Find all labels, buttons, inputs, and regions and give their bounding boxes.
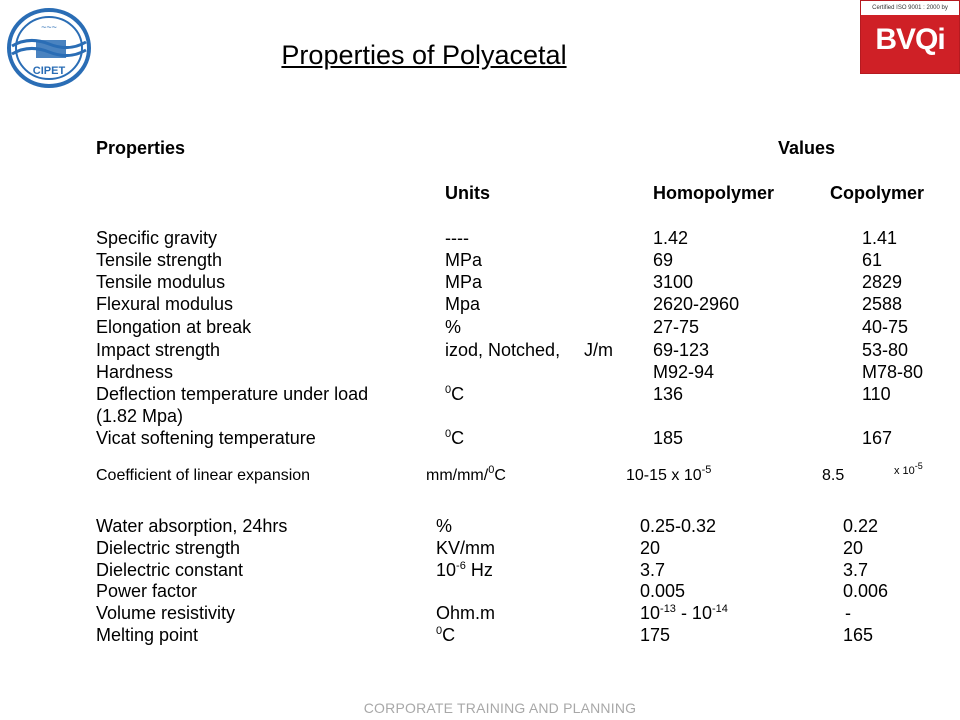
row-homo: 175 [640, 625, 671, 645]
row-label: Power factor [96, 581, 198, 601]
row-homo: 69-123 [653, 340, 710, 360]
row-homo: 185 [653, 428, 684, 448]
row-unit-2: J/m [584, 340, 613, 360]
row-homo: 3100 [653, 272, 694, 292]
row-label: Specific gravity [96, 228, 218, 248]
header-homopolymer: Homopolymer [653, 183, 775, 203]
copo-multiplier [894, 461, 923, 477]
row-label-2: (1.82 Mpa) [96, 406, 184, 426]
row-copo: 3.7 [843, 560, 869, 580]
row-homo: 20 [640, 538, 661, 558]
row-homo: 69 [653, 250, 674, 270]
row-label: Dielectric strength [96, 538, 241, 558]
row-homo: 136 [653, 384, 684, 404]
row-copo: - [845, 603, 851, 623]
row-label: Deflection temperature under load [96, 384, 369, 404]
row-label: Volume resistivity [96, 603, 236, 623]
unit-text: 10 [436, 560, 457, 580]
row-label: Impact strength [96, 340, 221, 360]
row-copo: 61 [862, 250, 883, 270]
footer-text: CORPORATE TRAINING AND PLANNING [363, 700, 637, 716]
row-label: Coefficient of linear expansion [96, 467, 311, 484]
row-unit: Mpa [445, 294, 481, 314]
header-units: Units [445, 183, 490, 203]
row-homo: 0.25-0.32 [640, 516, 717, 536]
header-copolymer: Copolymer [830, 183, 925, 203]
row-unit: MPa [445, 250, 483, 270]
unit-superscript: 0 [445, 384, 452, 396]
row-label: Water absorption, 24hrs [96, 516, 288, 536]
header-values: Values [778, 138, 836, 158]
row-unit: ---- [445, 228, 469, 248]
row-label: Vicat softening temperature [96, 428, 316, 448]
row-copo: 165 [843, 625, 874, 645]
row-copo: 167 [862, 428, 893, 448]
row-unit: KV/mm [436, 538, 496, 558]
unit-superscript: 0 [436, 625, 443, 637]
row-unit: izod, Notched, [445, 340, 561, 360]
row-label: Dielectric constant [96, 560, 244, 580]
row-unit [436, 560, 493, 581]
row-copo: 40-75 [862, 317, 909, 337]
row-copo: 2829 [862, 272, 903, 292]
row-unit [426, 464, 506, 485]
homo-text: 10-15 x 10 [626, 467, 702, 484]
row-label: Tensile modulus [96, 272, 226, 292]
bvqi-mark: BVQi [875, 23, 945, 56]
unit-text: mm/mm/ [426, 467, 489, 484]
bvqi-logo [860, 0, 960, 74]
row-copo: 53-80 [862, 340, 909, 360]
row-homo: 1.42 [653, 228, 689, 248]
unit-superscript: 0 [445, 428, 452, 440]
row-homo [626, 464, 712, 485]
svg-text:~~~: ~~~ [41, 22, 57, 32]
copo-superscript: -5 [914, 461, 923, 471]
row-homo: 27-75 [653, 317, 700, 337]
row-unit [445, 428, 464, 449]
row-copo: 0.006 [843, 581, 889, 601]
row-unit: MPa [445, 272, 483, 292]
row-unit: Ohm.m [436, 603, 496, 623]
row-unit [436, 625, 455, 646]
homo-b-superscript: -14 [711, 603, 728, 615]
row-label: Elongation at break [96, 317, 252, 337]
homo-mid: - 10 [675, 603, 712, 623]
row-copo: 20 [843, 538, 864, 558]
row-copo: 110 [862, 384, 891, 404]
row-label: Tensile strength [96, 250, 223, 270]
row-label: Flexural modulus [96, 294, 234, 314]
unit-text: C [451, 428, 465, 448]
row-homo: 2620-2960 [653, 294, 740, 314]
homo-a-superscript: -13 [660, 603, 676, 615]
unit-text: C [451, 384, 465, 404]
header-properties: Properties [96, 138, 186, 158]
bvqi-cert-text: Certified ISO 9001 : 2000 by [861, 1, 959, 16]
row-homo: 0.005 [640, 581, 686, 601]
row-copo: 8.5 [822, 467, 845, 484]
unit-superscript: -6 [456, 560, 466, 572]
row-unit: % [445, 317, 462, 337]
page-title: Properties of Polyacetal [281, 40, 567, 70]
row-copo: 1.41 [862, 228, 898, 248]
row-copo: 2588 [862, 294, 903, 314]
row-homo: 3.7 [640, 560, 666, 580]
homo-a: 10 [640, 603, 661, 623]
row-unit [445, 384, 464, 405]
row-label: Hardness [96, 362, 174, 382]
homo-superscript: -5 [701, 464, 712, 476]
unit-end: C [494, 467, 506, 484]
copo-mult-text: x 10 [894, 465, 915, 477]
row-homo [640, 603, 728, 624]
row-copo: M78-80 [862, 362, 924, 382]
row-copo: 0.22 [843, 516, 879, 536]
cipet-logo-text: CIPET [32, 65, 66, 77]
row-label: Melting point [96, 625, 199, 645]
unit-text: C [442, 625, 456, 645]
unit-superscript: 0 [488, 464, 495, 476]
row-unit: % [436, 516, 453, 536]
unit-end: Hz [470, 560, 493, 580]
row-homo: M92-94 [653, 362, 715, 382]
